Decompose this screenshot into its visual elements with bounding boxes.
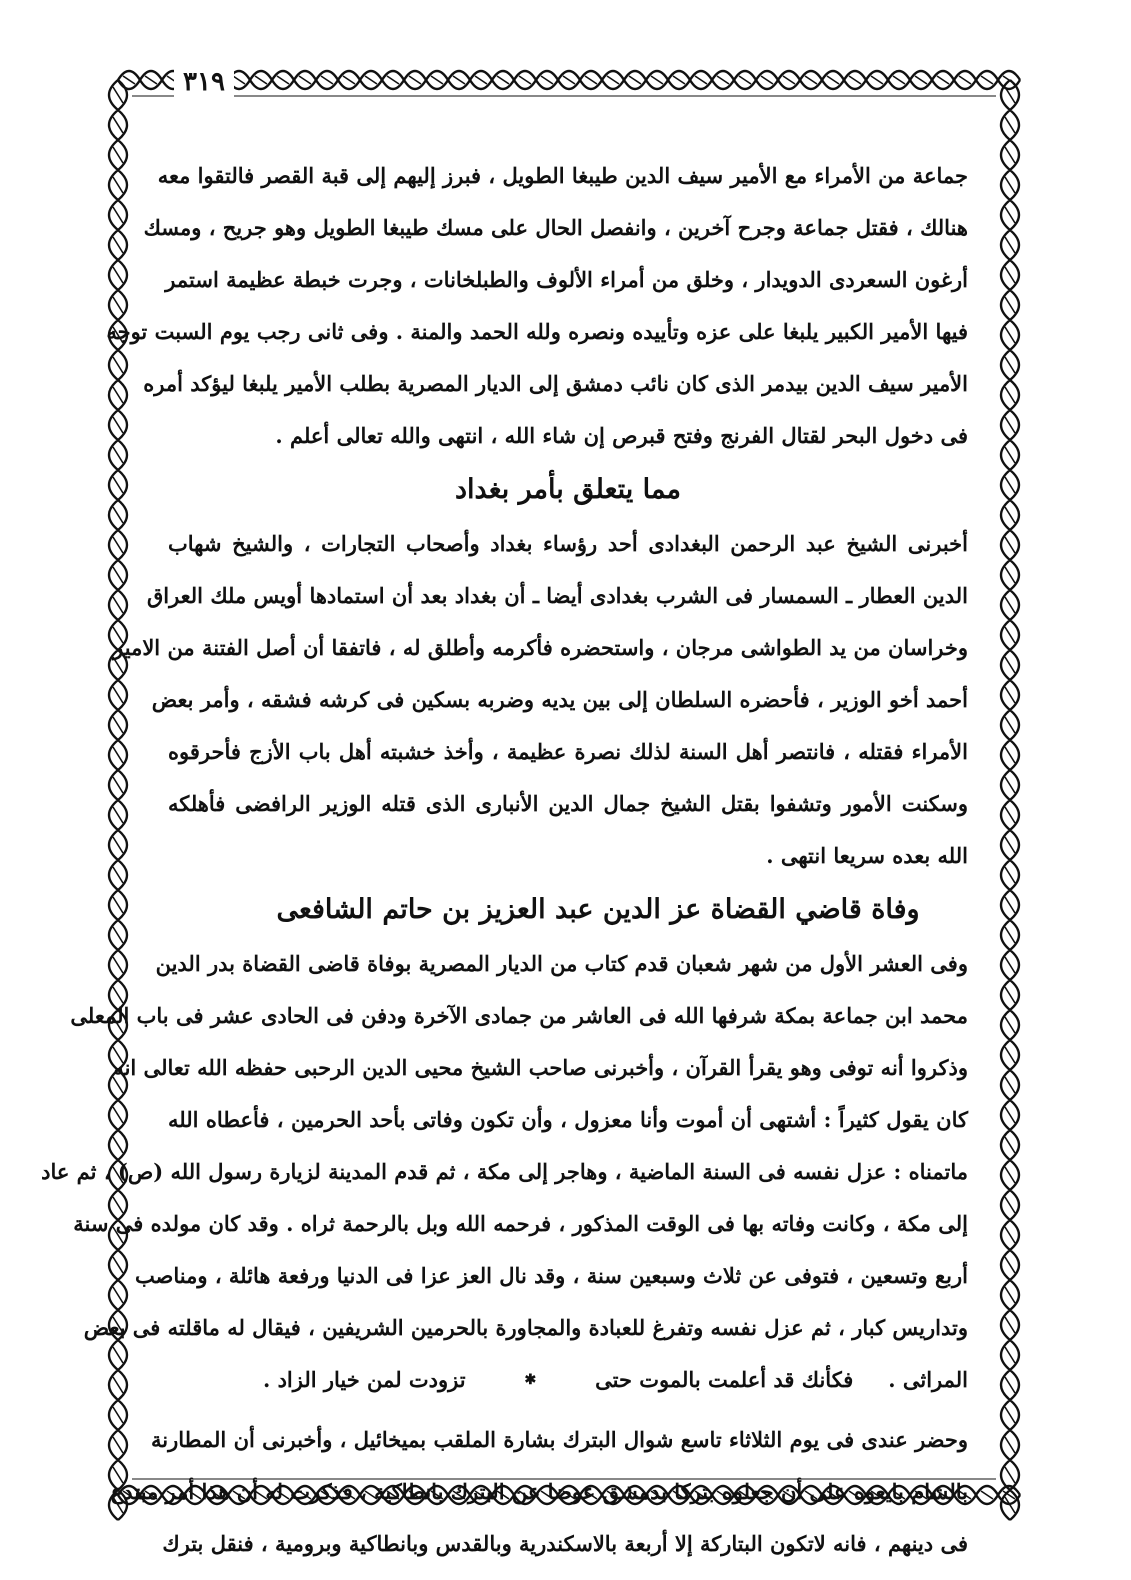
border-ornament	[585, 76, 597, 84]
border-ornament	[1005, 1497, 1015, 1513]
border-ornament	[113, 747, 123, 763]
paragraph-3	[41, 938, 968, 1354]
border-ornament	[113, 387, 123, 403]
border-ornament	[1005, 987, 1015, 1003]
border-ornament	[1005, 1317, 1015, 1333]
border-ornament	[113, 867, 123, 883]
border-ornament	[783, 76, 795, 84]
text-line: فى دينهم ، فانه لاتكون البتاركة إلا أربعة بالاسكندرية وبالقدس وبانطاكية وبرومية ، فنقل بترك	[162, 1531, 968, 1556]
border-ornament	[607, 76, 619, 84]
border-ornament	[805, 76, 817, 84]
text-line: الدين العطار ـ السمسار فى الشرب بغدادى أيضا ـ أن بغداد بعد أن استمادها أويس ملك العراق	[146, 583, 968, 608]
border-ornament	[475, 76, 487, 84]
border-ornament	[849, 76, 861, 84]
border-ornament	[1005, 657, 1015, 673]
section-heading-baghdad: مما يتعلق بأمر بغداد	[455, 474, 681, 505]
border-ornament	[629, 76, 641, 84]
border-ornament	[497, 76, 509, 84]
border-ornament	[277, 76, 289, 84]
text-line: الأمراء فقتله ، فانتصر أهل السنة لذلك نصرة عظيمة ، وأخذ خشبته أهل باب الأزج فأحرقوه	[168, 739, 968, 764]
verse-hemistich-1: فكأنك قد أعلمت بالموت حتى	[595, 1367, 854, 1392]
border-ornament	[321, 76, 333, 84]
text-line: إلى مكة ، وكانت وفاته بها فى الوقت المذكور ، فرحمه الله وبل بالرحمة ثراه . وقد كان مولده فى سنة	[73, 1211, 968, 1236]
text-line: وتداريس كبار ، ثم عزل نفسه وتفرغ للعبادة والمجاورة بالحرمين الشريفين ، فيقال له ماقلته فى بعض	[83, 1315, 968, 1340]
page-number: ٣١٩	[174, 62, 234, 102]
border-ornament	[113, 1437, 123, 1453]
text-line: هنالك ، فقتل جماعة وجرح آخرين ، وانفصل الحال على مسك طيبغا الطويل وهو جريح ، ومسك	[143, 215, 968, 240]
border-ornament	[1005, 327, 1015, 343]
border-ornament	[113, 717, 123, 733]
border-ornament	[1005, 177, 1015, 193]
border-ornament	[1005, 207, 1015, 223]
text-line: وسكنت الأمور وتشفوا بقتل الشيخ جمال الدين الأنبارى الذى قتله الوزير الرافضى فأهلكه	[168, 791, 968, 816]
verse-separator-icon: ✱	[524, 1372, 537, 1388]
border-ornament	[893, 76, 905, 84]
border-ornament	[761, 76, 773, 84]
border-ornament	[871, 76, 883, 84]
border-ornament	[1005, 1467, 1015, 1483]
border-ornament	[563, 76, 575, 84]
border-ornament	[1005, 807, 1015, 823]
border-ornament	[113, 537, 123, 553]
border-ornament	[1005, 1107, 1015, 1123]
border-ornament	[113, 207, 123, 223]
border-ornament	[113, 1377, 123, 1393]
text-line: وخراسان من يد الطواشى مرجان ، واستحضره فأكرمه وأطلق له ، فاتفقا أن أصل الفتنة من الامير	[113, 635, 968, 660]
border-ornament	[1005, 537, 1015, 553]
border-ornament	[113, 1407, 123, 1423]
border-ornament	[1005, 1347, 1015, 1363]
border-ornament	[118, 80, 1020, 89]
border-ornament	[113, 477, 123, 493]
text-line: فى دخول البحر لقتال الفرنج وفتح قبرص إن شاء الله ، انتهى والله تعالى أعلم .	[275, 423, 968, 448]
border-ornament	[1010, 80, 1019, 1520]
border-ornament	[981, 76, 993, 84]
border-ornament	[113, 447, 123, 463]
border-ornament	[1005, 1407, 1015, 1423]
border-ornament	[233, 76, 245, 84]
border-ornament	[365, 76, 377, 84]
border-ornament	[1005, 777, 1015, 793]
border-ornament	[915, 76, 927, 84]
border-ornament	[1005, 957, 1015, 973]
border-ornament	[1005, 837, 1015, 853]
text-line: جماعة من الأمراء مع الأمير سيف الدين طيبغا الطويل ، فبرز إليهم إلى قبة القصر فالتقوا معه	[157, 163, 968, 188]
border-ornament	[453, 76, 465, 84]
poem-verse	[168, 1354, 968, 1406]
border-ornament	[827, 76, 839, 84]
paragraph-1	[106, 150, 968, 462]
border-ornament	[651, 76, 663, 84]
border-ornament	[113, 1257, 123, 1273]
border-ornament	[673, 76, 685, 84]
border-ornament	[1005, 357, 1015, 373]
border-ornament	[1005, 867, 1015, 883]
border-ornament	[118, 71, 1020, 80]
border-ornament	[255, 76, 267, 84]
border-ornament	[113, 597, 123, 613]
text-line: وحضر عندى فى يوم الثلاثاء تاسع شوال البترك بشارة الملقب بميخائيل ، وأخبرنى أن المطارنة	[151, 1427, 968, 1452]
verse-hemistich-2: تزودت لمن خيار الزاد .	[262, 1367, 466, 1392]
text-line: بالشام بايعوه على أن جعلوه بتركا بدمشق عوضا عن البترك بانطاكية ، فذكرت له أن هذا أمر مبتدع	[110, 1479, 968, 1504]
border-ornament	[113, 1287, 123, 1303]
border-ornament	[717, 76, 729, 84]
text-line: كان يقول كثيراً : أشتهى أن أموت وأنا معزول ، وأن تكون وفاتى بأحد الحرمين ، فأعطاه الله	[168, 1107, 968, 1132]
border-ornament	[1005, 1257, 1015, 1273]
border-ornament	[343, 76, 355, 84]
border-ornament	[1005, 1197, 1015, 1213]
border-ornament	[409, 76, 421, 84]
border-ornament	[519, 76, 531, 84]
border-ornament	[113, 267, 123, 283]
border-ornament	[1005, 627, 1015, 643]
border-ornament	[113, 1107, 123, 1123]
border-ornament	[1005, 417, 1015, 433]
border-ornament	[981, 1491, 993, 1499]
border-ornament	[1005, 447, 1015, 463]
border-ornament	[113, 777, 123, 793]
border-ornament	[959, 76, 971, 84]
section-heading-death-notice: وفاة قاضي القضاة عز الدين عبد العزيز بن حاتم الشافعى	[276, 894, 920, 925]
border-ornament	[1005, 147, 1015, 163]
border-ornament	[113, 927, 123, 943]
border-ornament	[1005, 1077, 1015, 1093]
text-line: محمد ابن جماعة بمكة شرفها الله فى العاشر من جمادى الآخرة ودفن فى الحادى عشر فى باب المعلى	[70, 1003, 968, 1028]
border-ornament	[113, 507, 123, 523]
border-ornament	[1005, 717, 1015, 733]
border-ornament	[1005, 237, 1015, 253]
border-ornament	[113, 837, 123, 853]
border-ornament	[113, 807, 123, 823]
border-ornament	[1005, 687, 1015, 703]
border-ornament	[113, 567, 123, 583]
text-line: أربع وتسعين ، فتوفى عن ثلاث وسبعين سنة ، وقد نال العز عزا فى الدنيا ورفعة هائلة ، ومناصب	[134, 1263, 968, 1288]
border-ornament	[1005, 267, 1015, 283]
text-line: وذكروا أنه توفى وهو يقرأ القرآن ، وأخبرنى صاحب الشيخ محيى الدين الرحبى حفظه الله تعالى انه	[113, 1055, 968, 1080]
border-ornament	[739, 76, 751, 84]
text-line: ماتمناه : عزل نفسه فى السنة الماضية ، وهاجر إلى مكة ، ثم قدم المدينة لزيارة رسول الله (ص) ، ثم عاد	[41, 1159, 968, 1184]
paragraph-2	[113, 518, 968, 882]
border-ornament	[695, 76, 707, 84]
border-ornament	[113, 87, 123, 103]
paragraph-4	[110, 1414, 968, 1570]
border-ornament	[1005, 1377, 1015, 1393]
border-ornament	[1005, 567, 1015, 583]
verse-intro: المراثى .	[888, 1367, 968, 1392]
border-ornament	[299, 76, 311, 84]
text-line: وفى العشر الأول من شهر شعبان قدم كتاب من الديار المصرية بوفاة قاضى القضاة بدر الدين	[155, 951, 968, 976]
border-ornament	[113, 177, 123, 193]
border-ornament	[123, 76, 135, 84]
border-ornament	[1005, 1287, 1015, 1303]
border-ornament	[937, 76, 949, 84]
border-ornament	[1005, 477, 1015, 493]
border-ornament	[541, 76, 553, 84]
border-ornament	[1005, 507, 1015, 523]
text-body	[41, 150, 968, 1570]
border-ornament	[113, 897, 123, 913]
border-ornament	[145, 76, 157, 84]
border-ornament	[387, 76, 399, 84]
text-line: فيها الأمير الكبير يلبغا على عزه وتأييده ونصره ولله الحمد والمنة . وفى ثانى رجب يوم السبت توجه	[106, 319, 968, 344]
border-ornament	[113, 957, 123, 973]
border-ornament	[1005, 1167, 1015, 1183]
border-ornament	[1005, 1047, 1015, 1063]
border-ornament	[113, 237, 123, 253]
border-ornament	[431, 76, 443, 84]
border-ornament	[113, 147, 123, 163]
border-ornament	[1005, 1017, 1015, 1033]
border-ornament	[1005, 927, 1015, 943]
border-ornament	[1005, 297, 1015, 313]
border-ornament	[113, 687, 123, 703]
text-line: أرغون السعردى الدويدار ، وخلق من أمراء الألوف والطبلخانات ، وجرت خبطة عظيمة استمر	[165, 267, 968, 292]
border-ornament	[1005, 117, 1015, 133]
border-ornament	[1005, 1137, 1015, 1153]
border-ornament	[1005, 897, 1015, 913]
border-ornament	[113, 117, 123, 133]
border-ornament	[1005, 597, 1015, 613]
border-ornament	[1005, 1227, 1015, 1243]
border-ornament	[1005, 1437, 1015, 1453]
text-line: الأمير سيف الدين بيدمر الذى كان نائب دمشق إلى الديار المصرية بطلب الأمير يلبغا ليؤكد أمره	[143, 371, 968, 396]
border-ornament	[1005, 387, 1015, 403]
text-line: الله بعده سريعا انتهى .	[766, 843, 968, 868]
text-line: أحمد أخو الوزير ، فأحضره السلطان إلى بين يديه وضربه بسكين فى كرشه فشقه ، وأمر بعض	[151, 687, 968, 712]
border-ornament	[1005, 747, 1015, 763]
text-line: أخبرنى الشيخ عبد الرحمن البغدادى أحد رؤساء بغداد وأصحاب التجارات ، والشيخ شهاب	[168, 531, 968, 556]
border-ornament	[113, 417, 123, 433]
border-ornament	[113, 357, 123, 373]
